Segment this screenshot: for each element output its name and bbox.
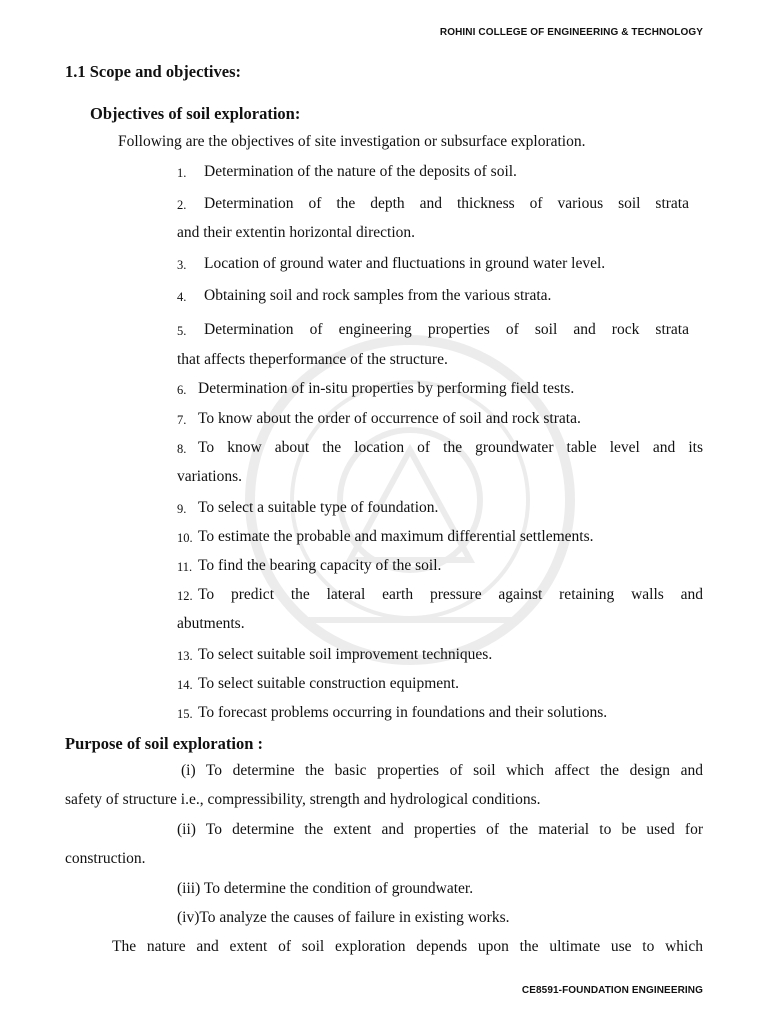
objective-number: 3. — [177, 258, 187, 272]
purpose-item-text-continued: construction. — [65, 850, 146, 867]
objective-text-continued: abutments. — [177, 615, 245, 632]
objective-text-continued: and their extentin horizontal direction. — [177, 224, 416, 241]
objective-text: Obtaining soil and rock samples from the various strata. — [204, 287, 552, 304]
objective-number: 7. — [177, 413, 187, 427]
objective-text: To select a suitable type of foundation. — [198, 499, 439, 516]
objective-number: 4. — [177, 290, 187, 304]
page-header-institution: ROHINI COLLEGE OF ENGINEERING & TECHNOLOGY — [439, 27, 703, 38]
objectives-intro: Following are the objectives of site investigation or subsurface exploration. — [118, 133, 586, 150]
objective-text: Determination of in-situ properties by performing field tests. — [198, 380, 575, 397]
objective-text: To know about the location of the groundwater table level and its — [198, 439, 703, 456]
objectives-heading: Objectives of soil exploration: — [90, 104, 301, 123]
objective-number: 15. — [177, 707, 193, 721]
objective-number: 10. — [177, 531, 193, 545]
objective-text: Determination of the nature of the deposits of soil. — [204, 163, 517, 180]
objective-number: 9. — [177, 502, 187, 516]
page-footer-course: CE8591-FOUNDATION ENGINEERING — [521, 985, 703, 996]
objective-text-continued: variations. — [177, 468, 242, 485]
closing-paragraph: The nature and extent of soil exploration depends upon the ultimate use to which — [112, 938, 703, 955]
objective-text: To estimate the probable and maximum differential settlements. — [198, 528, 594, 545]
objective-number: 6. — [177, 383, 187, 397]
objective-number: 2. — [177, 198, 187, 212]
objective-number: 5. — [177, 324, 187, 338]
purpose-item-text: (i) To determine the basic properties of soil which affect the design and — [181, 762, 703, 779]
objective-number: 13. — [177, 649, 193, 663]
objective-number: 11. — [177, 560, 193, 574]
objective-number: 1. — [177, 166, 187, 180]
section-title: 1.1 Scope and objectives: — [65, 62, 241, 81]
objective-text: To forecast problems occurring in foundations and their solutions. — [198, 704, 608, 721]
purpose-heading: Purpose of soil exploration : — [65, 734, 263, 753]
objective-text-continued: that affects theperformance of the structure. — [177, 351, 448, 368]
purpose-item-text: (ii) To determine the extent and properties of the material to be used for — [177, 821, 703, 838]
objective-text: To select suitable soil improvement techniques. — [198, 646, 493, 663]
objective-number: 14. — [177, 678, 193, 692]
purpose-item-text: (iv)To analyze the causes of failure in existing works. — [177, 909, 510, 926]
objective-text: Location of ground water and fluctuations in ground water level. — [204, 255, 606, 272]
objective-text: Determination of engineering properties of soil and rock strata — [204, 321, 689, 338]
objective-number: 8. — [177, 442, 187, 456]
objective-text: To select suitable construction equipment. — [198, 675, 460, 692]
purpose-item-text-continued: safety of structure i.e., compressibility, strength and hydrological conditions. — [65, 791, 541, 808]
objective-text: Determination of the depth and thickness of various soil strata — [204, 195, 689, 212]
objective-text: To find the bearing capacity of the soil. — [198, 557, 442, 574]
purpose-item-text: (iii) To determine the condition of groundwater. — [177, 880, 474, 897]
objective-text: To predict the lateral earth pressure against retaining walls and — [198, 586, 703, 603]
objective-text: To know about the order of occurrence of soil and rock strata. — [198, 410, 581, 427]
objective-number: 12. — [177, 589, 193, 603]
